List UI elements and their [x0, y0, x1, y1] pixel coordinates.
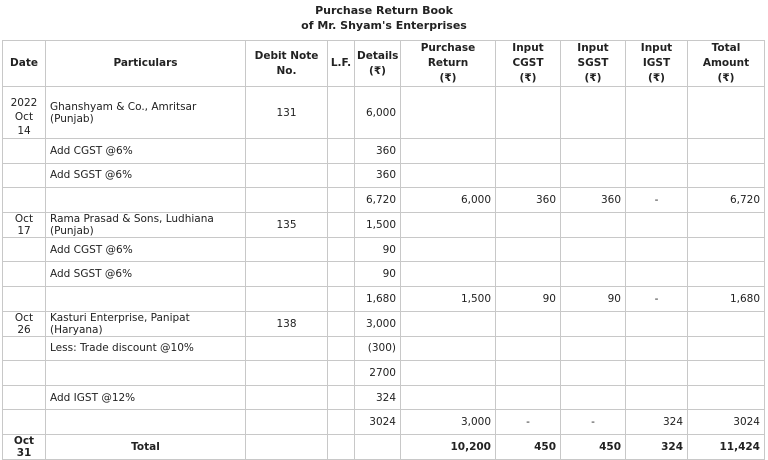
cell-debit-note: 131: [246, 87, 328, 139]
cell-details: 3024: [355, 410, 401, 435]
title-line-1: Purchase Return Book: [315, 4, 453, 17]
cell-debit-note: [246, 237, 328, 262]
table-row: [3, 188, 765, 213]
cell-sgst: [561, 87, 626, 139]
table-row: [3, 87, 765, 139]
cell-date: [3, 361, 46, 386]
cell-debit-note: [246, 163, 328, 188]
cell-cgst: [496, 139, 561, 164]
header-details-label: Details: [357, 49, 399, 62]
cell-debit-note: 138: [246, 311, 328, 336]
cell-total: [688, 87, 765, 139]
cell-lf: [328, 262, 355, 287]
cell-sgst: [561, 212, 626, 237]
cell-debit-note: [246, 262, 328, 287]
cell-sgst: [561, 336, 626, 361]
cell-lf: [328, 361, 355, 386]
cell-details: 360: [355, 139, 401, 164]
cell-total: [688, 139, 765, 164]
cell-igst: -: [626, 188, 688, 213]
cell-total: [688, 336, 765, 361]
cell-lf: [328, 87, 355, 139]
cell-purchase-return: 6,000: [401, 188, 496, 213]
cell-particulars: Rama Prasad & Sons, Ludhiana (Punjab): [46, 212, 246, 237]
cell-debit-note: [246, 188, 328, 213]
cell-details: 90: [355, 237, 401, 262]
cell-details: 360: [355, 163, 401, 188]
table-row: [3, 361, 765, 386]
cell-lf: [328, 410, 355, 435]
cell-date: Oct 26: [3, 311, 46, 336]
date-year: 2022: [10, 97, 38, 109]
cell-particulars: Kasturi Enterprise, Panipat (Haryana): [46, 311, 246, 336]
cell-details: 1,680: [355, 286, 401, 311]
header-igst: [626, 41, 688, 87]
cell-igst: [626, 87, 688, 139]
header-details: [355, 41, 401, 87]
cell-particulars: Add SGST @6%: [46, 163, 246, 188]
cell-particulars: [46, 286, 246, 311]
cell-igst: [626, 336, 688, 361]
cell-purchase-return: [401, 336, 496, 361]
header-purchase-return-unit: (₹): [439, 72, 457, 84]
cell-particulars: Add IGST @12%: [46, 385, 246, 410]
total-debit-note: [246, 434, 328, 459]
cell-sgst: 360: [561, 188, 626, 213]
cell-lf: [328, 336, 355, 361]
cell-particulars: Ghanshyam & Co., Amritsar (Punjab): [46, 87, 246, 139]
cell-cgst: [496, 87, 561, 139]
cell-lf: [328, 139, 355, 164]
cell-cgst: [496, 212, 561, 237]
cell-debit-note: [246, 410, 328, 435]
cell-igst: [626, 163, 688, 188]
cell-particulars: Less: Trade discount @10%: [46, 336, 246, 361]
cell-details: 90: [355, 262, 401, 287]
table-row: [3, 262, 765, 287]
cell-lf: [328, 237, 355, 262]
cell-details: 3,000: [355, 311, 401, 336]
cell-cgst: [496, 336, 561, 361]
cell-sgst: -: [561, 410, 626, 435]
cell-purchase-return: [401, 311, 496, 336]
header-row: [3, 41, 765, 87]
table-row: [3, 336, 765, 361]
table-row: [3, 311, 765, 336]
header-total-unit: (₹): [717, 72, 735, 84]
cell-igst: [626, 262, 688, 287]
cell-details: 2700: [355, 361, 401, 386]
header-total: [688, 41, 765, 87]
cell-particulars: [46, 410, 246, 435]
table-row: [3, 410, 765, 435]
cell-lf: [328, 212, 355, 237]
total-amount: 11,424: [688, 434, 765, 459]
cell-total: [688, 262, 765, 287]
cell-date: [3, 188, 46, 213]
cell-igst: [626, 139, 688, 164]
cell-date: [3, 139, 46, 164]
cell-igst: -: [626, 286, 688, 311]
cell-total: [688, 163, 765, 188]
total-purchase-return: 10,200: [401, 434, 496, 459]
header-total-label: Total Amount: [702, 42, 750, 69]
cell-purchase-return: [401, 139, 496, 164]
cell-debit-note: [246, 385, 328, 410]
cell-details: 1,500: [355, 212, 401, 237]
cell-purchase-return: [401, 361, 496, 386]
table-row: [3, 237, 765, 262]
cell-date: [3, 262, 46, 287]
cell-cgst: [496, 163, 561, 188]
header-igst-label: Input IGST: [640, 42, 673, 69]
cell-igst: [626, 237, 688, 262]
header-purchase-return-label: Purchase Return: [420, 42, 476, 69]
cell-purchase-return: 3,000: [401, 410, 496, 435]
cell-cgst: [496, 311, 561, 336]
table-row: [3, 286, 765, 311]
header-cgst: [496, 41, 561, 87]
purchase-return-table: [2, 40, 765, 460]
cell-sgst: [561, 163, 626, 188]
cell-date: [3, 410, 46, 435]
table-row: [3, 139, 765, 164]
cell-date: [3, 286, 46, 311]
cell-date: [3, 237, 46, 262]
total-igst: 324: [626, 434, 688, 459]
cell-date: [3, 87, 46, 139]
cell-total: 3024: [688, 410, 765, 435]
cell-total: [688, 212, 765, 237]
header-cgst-label: Input CGST: [512, 42, 544, 69]
cell-purchase-return: [401, 385, 496, 410]
cell-cgst: -: [496, 410, 561, 435]
total-lf: [328, 434, 355, 459]
total-row: [3, 434, 765, 459]
cell-total: [688, 361, 765, 386]
cell-particulars: Add CGST @6%: [46, 237, 246, 262]
cell-debit-note: [246, 286, 328, 311]
header-details-unit: (₹): [369, 64, 386, 77]
cell-sgst: [561, 139, 626, 164]
cell-total: [688, 237, 765, 262]
cell-purchase-return: [401, 163, 496, 188]
cell-lf: [328, 385, 355, 410]
header-particulars: Particulars: [46, 41, 246, 87]
cell-sgst: 90: [561, 286, 626, 311]
table-row: [3, 212, 765, 237]
cell-cgst: [496, 361, 561, 386]
cell-lf: [328, 163, 355, 188]
cell-igst: [626, 385, 688, 410]
cell-lf: [328, 311, 355, 336]
cell-igst: [626, 212, 688, 237]
header-igst-unit: (₹): [648, 72, 665, 84]
cell-igst: [626, 361, 688, 386]
header-sgst-label: Input SGST: [577, 42, 609, 69]
cell-total: [688, 311, 765, 336]
cell-lf: [328, 188, 355, 213]
header-purchase-return: [401, 41, 496, 87]
cell-igst: [626, 311, 688, 336]
cell-sgst: [561, 385, 626, 410]
header-sgst-unit: (₹): [584, 72, 602, 84]
cell-date: [3, 336, 46, 361]
cell-total: 6,720: [688, 188, 765, 213]
cell-cgst: 90: [496, 286, 561, 311]
cell-cgst: [496, 237, 561, 262]
table-row: [3, 385, 765, 410]
header-lf: L.F.: [328, 41, 355, 87]
cell-date: Oct 17: [3, 212, 46, 237]
total-details: [355, 434, 401, 459]
cell-debit-note: [246, 361, 328, 386]
header-date: Date: [3, 41, 46, 87]
cell-sgst: [561, 237, 626, 262]
cell-sgst: [561, 262, 626, 287]
title-line-2: of Mr. Shyam's Enterprises: [301, 19, 467, 32]
total-label: Total: [46, 434, 246, 459]
cell-details: (300): [355, 336, 401, 361]
cell-particulars: [46, 188, 246, 213]
cell-lf: [328, 286, 355, 311]
cell-particulars: [46, 361, 246, 386]
cell-details: 6,000: [355, 87, 401, 139]
cell-debit-note: [246, 336, 328, 361]
cell-sgst: [561, 361, 626, 386]
total-date: Oct 31: [3, 434, 46, 459]
cell-cgst: [496, 262, 561, 287]
header-cgst-unit: (₹): [519, 72, 537, 84]
cell-igst: 324: [626, 410, 688, 435]
cell-total: [688, 385, 765, 410]
cell-purchase-return: [401, 212, 496, 237]
total-sgst: 450: [561, 434, 626, 459]
header-sgst: [561, 41, 626, 87]
cell-debit-note: [246, 139, 328, 164]
cell-cgst: 360: [496, 188, 561, 213]
cell-particulars: Add CGST @6%: [46, 139, 246, 164]
document-title: [0, 0, 768, 33]
cell-sgst: [561, 311, 626, 336]
date-day: Oct 14: [14, 111, 34, 137]
cell-purchase-return: [401, 237, 496, 262]
cell-total: 1,680: [688, 286, 765, 311]
cell-purchase-return: [401, 262, 496, 287]
cell-particulars: Add SGST @6%: [46, 262, 246, 287]
cell-details: 324: [355, 385, 401, 410]
cell-details: 6,720: [355, 188, 401, 213]
cell-cgst: [496, 385, 561, 410]
cell-purchase-return: 1,500: [401, 286, 496, 311]
header-debit-note: Debit Note No.: [246, 41, 328, 87]
total-cgst: 450: [496, 434, 561, 459]
cell-debit-note: 135: [246, 212, 328, 237]
cell-date: [3, 385, 46, 410]
cell-date: [3, 163, 46, 188]
table-row: [3, 163, 765, 188]
cell-purchase-return: [401, 87, 496, 139]
